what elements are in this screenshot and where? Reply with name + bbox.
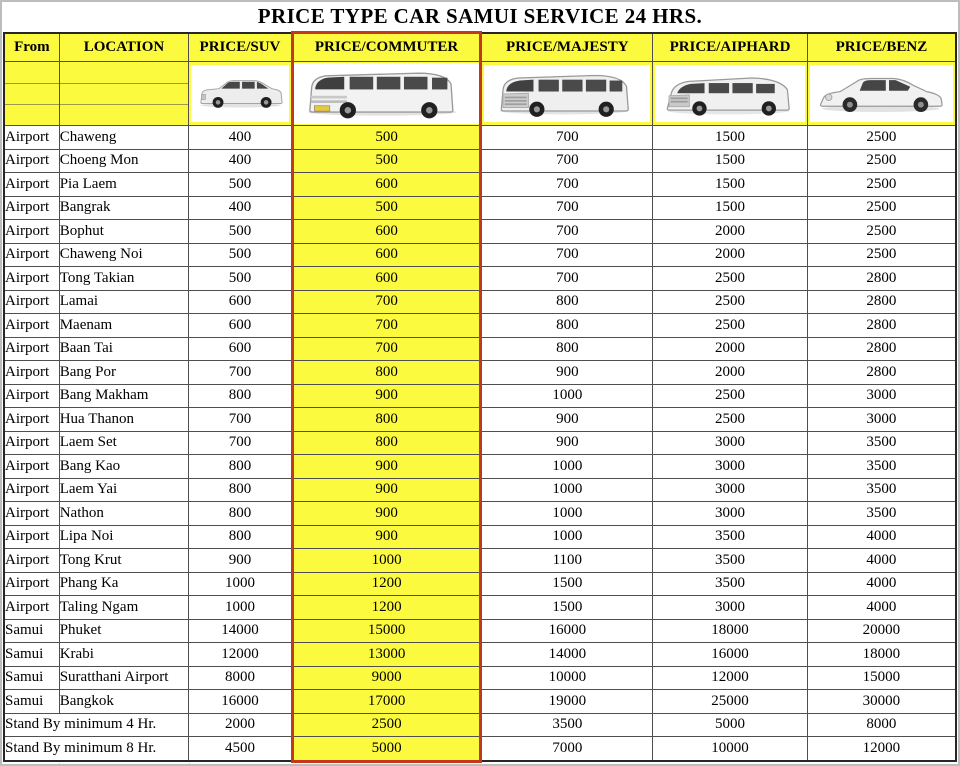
- from-cell: Airport: [4, 525, 59, 549]
- location-cell: Chaweng: [59, 126, 189, 150]
- from-cell: Airport: [4, 196, 59, 220]
- price-cell: 400: [189, 196, 292, 220]
- price-cell: 16000: [481, 619, 653, 643]
- location-cell: Suratthani Airport: [59, 666, 189, 690]
- price-cell: 17000: [292, 690, 481, 714]
- location-cell: Laem Yai: [59, 478, 189, 502]
- price-cell: 3500: [653, 572, 808, 596]
- price-cell: 700: [481, 243, 653, 267]
- price-cell: 2500: [653, 384, 808, 408]
- price-cell: 600: [292, 173, 481, 197]
- price-cell: 900: [189, 549, 292, 573]
- table-row: [4, 126, 956, 150]
- price-cell: 500: [189, 173, 292, 197]
- table-row: [4, 643, 956, 667]
- table-row: [4, 149, 956, 173]
- table-row: [4, 337, 956, 361]
- column-header-aiphard: PRICE/AIPHARD: [653, 33, 808, 62]
- from-cell: Airport: [4, 408, 59, 432]
- from-cell: Airport: [4, 431, 59, 455]
- price-cell: 2500: [292, 713, 481, 737]
- price-cell: 18000: [653, 619, 808, 643]
- price-cell: 4000: [807, 549, 956, 573]
- bottom-gridline-strip: [2, 763, 958, 766]
- price-cell: 600: [292, 243, 481, 267]
- price-cell: 800: [189, 455, 292, 479]
- price-cell: 16000: [189, 690, 292, 714]
- price-cell: 600: [189, 290, 292, 314]
- price-cell: 2500: [653, 314, 808, 338]
- table-row: [4, 666, 956, 690]
- price-cell: 800: [189, 384, 292, 408]
- price-cell: 900: [481, 361, 653, 385]
- price-cell: 12000: [807, 737, 956, 762]
- price-cell: 900: [292, 478, 481, 502]
- column-header-majesty: PRICE/MAJESTY: [481, 33, 653, 62]
- location-cell: Chaweng Noi: [59, 243, 189, 267]
- price-cell: 2500: [807, 126, 956, 150]
- from-cell: Samui: [4, 619, 59, 643]
- from-cell: Airport: [4, 572, 59, 596]
- table-row: [4, 408, 956, 432]
- price-cell: 900: [292, 384, 481, 408]
- price-cell: 2800: [807, 267, 956, 291]
- price-cell: 500: [189, 267, 292, 291]
- price-table-body: [4, 62, 956, 762]
- from-cell: Airport: [4, 455, 59, 479]
- price-cell: 3500: [807, 478, 956, 502]
- price-cell: 2800: [807, 314, 956, 338]
- location-cell: Nathon: [59, 502, 189, 526]
- table-row: [4, 502, 956, 526]
- price-cell: 2500: [807, 220, 956, 244]
- standby-label-cell: Stand By minimum 8 Hr.: [4, 737, 189, 762]
- price-cell: 9000: [292, 666, 481, 690]
- price-cell: 7000: [481, 737, 653, 762]
- location-cell: Tong Takian: [59, 267, 189, 291]
- table-row: [4, 173, 956, 197]
- price-cell: 3500: [481, 713, 653, 737]
- price-cell: 10000: [653, 737, 808, 762]
- column-header-from: From: [4, 33, 59, 62]
- price-table: [3, 31, 957, 763]
- price-cell: 1500: [653, 196, 808, 220]
- price-cell: 1500: [653, 173, 808, 197]
- price-cell: 14000: [481, 643, 653, 667]
- price-cell: 10000: [481, 666, 653, 690]
- from-cell: Airport: [4, 596, 59, 620]
- price-cell: 900: [292, 502, 481, 526]
- price-cell: 3500: [807, 502, 956, 526]
- price-cell: 2500: [807, 196, 956, 220]
- location-cell: Hua Thanon: [59, 408, 189, 432]
- price-cell: 700: [292, 290, 481, 314]
- suv-car-image: [191, 65, 288, 122]
- price-cell: 500: [292, 196, 481, 220]
- price-cell: 1500: [481, 572, 653, 596]
- price-cell: 800: [481, 290, 653, 314]
- commuter-image-cell: [292, 62, 481, 126]
- price-cell: 18000: [807, 643, 956, 667]
- price-cell: 700: [481, 196, 653, 220]
- location-cell: Pia Laem: [59, 173, 189, 197]
- location-cell: Laem Set: [59, 431, 189, 455]
- from-cell: Samui: [4, 690, 59, 714]
- price-cell: 16000: [653, 643, 808, 667]
- location-cell: Tong Krut: [59, 549, 189, 573]
- table-row: [4, 596, 956, 620]
- price-cell: 2000: [653, 337, 808, 361]
- price-cell: 3000: [653, 596, 808, 620]
- location-cell: Lamai: [59, 290, 189, 314]
- price-cell: 13000: [292, 643, 481, 667]
- from-cell: Airport: [4, 337, 59, 361]
- price-cell: 700: [481, 220, 653, 244]
- price-cell: 800: [292, 361, 481, 385]
- from-cell: Airport: [4, 243, 59, 267]
- price-cell: 500: [189, 243, 292, 267]
- from-cell: Samui: [4, 643, 59, 667]
- table-row: [4, 525, 956, 549]
- from-cell: Airport: [4, 314, 59, 338]
- price-cell: 600: [189, 337, 292, 361]
- price-cell: 700: [292, 314, 481, 338]
- price-cell: 5000: [653, 713, 808, 737]
- vehicle-image-row: [4, 62, 956, 126]
- price-cell: 2500: [807, 243, 956, 267]
- price-cell: 2800: [807, 361, 956, 385]
- price-cell: 8000: [189, 666, 292, 690]
- from-cell: Airport: [4, 478, 59, 502]
- price-cell: 2500: [653, 408, 808, 432]
- table-row: [4, 384, 956, 408]
- table-row: [4, 619, 956, 643]
- location-cell: Lipa Noi: [59, 525, 189, 549]
- location-cell: Krabi: [59, 643, 189, 667]
- from-cell: Airport: [4, 502, 59, 526]
- table-row: [4, 220, 956, 244]
- location-cell: Bophut: [59, 220, 189, 244]
- from-cell: Airport: [4, 267, 59, 291]
- price-cell: 1000: [481, 478, 653, 502]
- price-cell: 3000: [807, 384, 956, 408]
- location-cell: Phuket: [59, 619, 189, 643]
- price-cell: 5000: [292, 737, 481, 762]
- price-cell: 1000: [189, 572, 292, 596]
- majesty-image-cell: [481, 62, 653, 126]
- table-row: [4, 196, 956, 220]
- majesty-van-image: [484, 65, 650, 122]
- price-cell: 1000: [481, 455, 653, 479]
- price-cell: 3000: [653, 431, 808, 455]
- price-cell: 8000: [807, 713, 956, 737]
- table-row: [4, 549, 956, 573]
- location-cell: Bangkok: [59, 690, 189, 714]
- table-row: [4, 713, 956, 737]
- price-cell: 700: [292, 337, 481, 361]
- location-cell: Bang Por: [59, 361, 189, 385]
- price-cell: 800: [481, 314, 653, 338]
- location-cell: Taling Ngam: [59, 596, 189, 620]
- price-cell: 600: [292, 267, 481, 291]
- price-cell: 800: [481, 337, 653, 361]
- price-cell: 2000: [653, 243, 808, 267]
- price-cell: 1500: [653, 126, 808, 150]
- from-cell: Samui: [4, 666, 59, 690]
- price-cell: 3000: [653, 478, 808, 502]
- price-cell: 1500: [481, 596, 653, 620]
- commuter-van-image: [294, 63, 480, 124]
- price-cell: 12000: [189, 643, 292, 667]
- price-cell: 20000: [807, 619, 956, 643]
- benz-sedan-image: [810, 65, 953, 122]
- price-cell: 800: [189, 478, 292, 502]
- price-cell: 500: [189, 220, 292, 244]
- from-cell: Airport: [4, 549, 59, 573]
- table-row: [4, 290, 956, 314]
- price-cell: 700: [481, 267, 653, 291]
- from-cell: Airport: [4, 384, 59, 408]
- price-cell: 15000: [292, 619, 481, 643]
- header-row: [4, 33, 956, 62]
- price-cell: 3500: [807, 455, 956, 479]
- price-cell: 30000: [807, 690, 956, 714]
- price-cell: 2800: [807, 337, 956, 361]
- from-cell: Airport: [4, 149, 59, 173]
- price-cell: 4000: [807, 572, 956, 596]
- standby-label-cell: Stand By minimum 4 Hr.: [4, 713, 189, 737]
- price-cell: 3500: [653, 549, 808, 573]
- price-cell: 800: [292, 408, 481, 432]
- location-cell: Choeng Mon: [59, 149, 189, 173]
- table-row: [4, 314, 956, 338]
- price-cell: 700: [189, 431, 292, 455]
- aiphard-image-cell: [653, 62, 808, 126]
- price-cell: 400: [189, 149, 292, 173]
- price-cell: 2000: [189, 713, 292, 737]
- price-cell: 19000: [481, 690, 653, 714]
- price-cell: 4000: [807, 596, 956, 620]
- price-cell: 800: [189, 525, 292, 549]
- column-header-suv: PRICE/SUV: [189, 33, 292, 62]
- location-cell: Maenam: [59, 314, 189, 338]
- price-cell: 1000: [481, 502, 653, 526]
- price-cell: 3000: [807, 408, 956, 432]
- price-cell: 600: [292, 220, 481, 244]
- price-cell: 1100: [481, 549, 653, 573]
- price-cell: 2000: [653, 220, 808, 244]
- price-cell: 2800: [807, 290, 956, 314]
- location-cell: Bangrak: [59, 196, 189, 220]
- price-cell: 500: [292, 126, 481, 150]
- table-row: [4, 455, 956, 479]
- price-cell: 2000: [653, 361, 808, 385]
- column-header-location: LOCATION: [59, 33, 189, 62]
- from-cell: Airport: [4, 290, 59, 314]
- location-cell: Bang Kao: [59, 455, 189, 479]
- price-cell: 400: [189, 126, 292, 150]
- price-cell: 500: [292, 149, 481, 173]
- price-cell: 900: [292, 525, 481, 549]
- price-cell: 1000: [481, 525, 653, 549]
- page-title: PRICE TYPE CAR SAMUI SERVICE 24 HRS.: [257, 4, 703, 28]
- empty-location-cell: [59, 62, 189, 126]
- benz-image-cell: [807, 62, 956, 126]
- aiphard-van-image: [655, 65, 805, 122]
- suv-image-cell: [189, 62, 292, 126]
- empty-from-cell: [4, 62, 59, 126]
- price-cell: 700: [481, 126, 653, 150]
- price-cell: 1200: [292, 596, 481, 620]
- table-row: [4, 572, 956, 596]
- table-row: [4, 267, 956, 291]
- price-cell: 1500: [653, 149, 808, 173]
- price-cell: 2500: [653, 290, 808, 314]
- from-cell: Airport: [4, 220, 59, 244]
- column-header-commuter: PRICE/COMMUTER: [292, 33, 481, 62]
- price-cell: 800: [292, 431, 481, 455]
- price-cell: 1000: [189, 596, 292, 620]
- from-cell: Airport: [4, 126, 59, 150]
- table-row: [4, 737, 956, 762]
- price-cell: 25000: [653, 690, 808, 714]
- table-row: [4, 690, 956, 714]
- price-cell: 2500: [807, 173, 956, 197]
- price-cell: 2500: [653, 267, 808, 291]
- price-cell: 1200: [292, 572, 481, 596]
- price-cell: 700: [481, 149, 653, 173]
- price-cell: 2500: [807, 149, 956, 173]
- column-header-benz: PRICE/BENZ: [807, 33, 956, 62]
- price-cell: 900: [292, 455, 481, 479]
- price-cell: 14000: [189, 619, 292, 643]
- price-cell: 900: [481, 408, 653, 432]
- price-cell: 4000: [807, 525, 956, 549]
- price-cell: 700: [189, 361, 292, 385]
- price-cell: 600: [189, 314, 292, 338]
- price-cell: 15000: [807, 666, 956, 690]
- location-cell: Baan Tai: [59, 337, 189, 361]
- price-cell: 800: [189, 502, 292, 526]
- price-cell: 900: [481, 431, 653, 455]
- from-cell: Airport: [4, 361, 59, 385]
- price-cell: 700: [189, 408, 292, 432]
- price-cell: 4500: [189, 737, 292, 762]
- location-cell: Phang Ka: [59, 572, 189, 596]
- table-row: [4, 478, 956, 502]
- price-cell: 3000: [653, 502, 808, 526]
- price-cell: 1000: [481, 384, 653, 408]
- price-cell: 12000: [653, 666, 808, 690]
- table-row: [4, 361, 956, 385]
- price-cell: 700: [481, 173, 653, 197]
- table-row: [4, 243, 956, 267]
- location-cell: Bang Makham: [59, 384, 189, 408]
- from-cell: Airport: [4, 173, 59, 197]
- price-cell: 3500: [807, 431, 956, 455]
- table-row: [4, 431, 956, 455]
- price-cell: 1000: [292, 549, 481, 573]
- price-cell: 3500: [653, 525, 808, 549]
- price-cell: 3000: [653, 455, 808, 479]
